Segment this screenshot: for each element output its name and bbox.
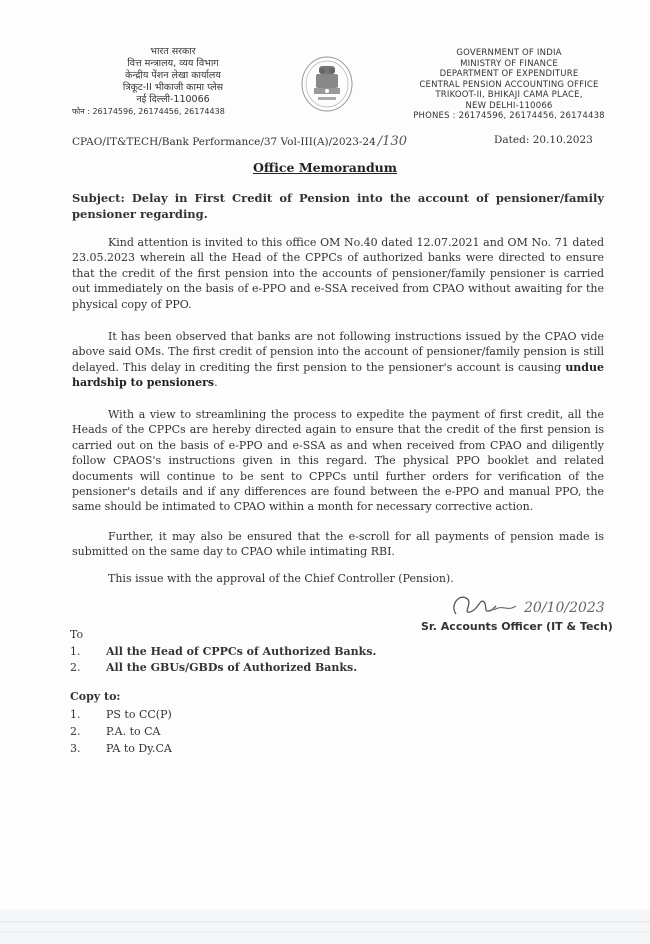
subject-line: Subject: Delay in First Credit of Pension into the account of pensioner/family pensioner regarding. [72, 191, 604, 221]
english-line: DEPARTMENT OF EXPENDITURE [439, 69, 579, 79]
copy-to-label: Copy to: [70, 690, 121, 703]
english-line: MINISTRY OF FINANCE [460, 58, 558, 69]
list-number: 3. [70, 742, 81, 755]
hindi-line: वित्त मन्त्रालय, व्यय विभाग [127, 58, 219, 69]
paragraph-4: Further, it may also be ensured that the e-scroll for all payments of pension made is submitted on the same day to CPAO while intimating RBI. [72, 530, 604, 559]
list-text: All the Head of CPPCs of Authorized Banks. [106, 645, 377, 658]
english-line: NEW DELHI-110066 [465, 100, 553, 111]
english-line: GOVERNMENT OF INDIA [456, 48, 562, 58]
hindi-letterhead [72, 46, 268, 118]
list-item [70, 660, 376, 676]
english-line: CENTRAL PENSION ACCOUNTING OFFICE [419, 79, 599, 90]
page-title: Office Memorandum [253, 160, 397, 175]
list-number: 1. [70, 645, 81, 658]
english-line: TRIKOOT-II, BHIKAJI CAMA PLACE, [435, 90, 583, 100]
list-text: All the GBUs/GBDs of Authorized Banks. [106, 661, 358, 674]
paragraph-2-emphasis: undue hardship to pensioners [72, 360, 604, 390]
reference-text: CPAO/IT&TECH/Bank Performance/37 Vol-III(A)/2023-24 [72, 136, 376, 148]
list-item [70, 740, 172, 757]
list-item [70, 644, 376, 660]
list-text: PS to CC(P) [106, 708, 172, 721]
paragraph-1: Kind attention is invited to this office OM No.40 dated 12.07.2021 and OM No. 71 dated 23.05.2023 wherein all the Head of the CPPCs of authorized banks were directed to ensure that the credit of the first pension into the accounts of pensioner/family pensioner is carried out immediately on the basis of e-PPO and e-SSA received from CPAO without awaiting for the physical copy of PPO. [72, 236, 604, 311]
paragraph-3: With a view to streamlining the process to expedite the payment of first credit, all the Heads of the CPPCs are hereby directed again to ensure that the credit of the first pension is carried out on the basis of e-PPO and e-SSA as and when received from CPAO and diligently follow CPAOS's instructions given in this regard. The physical PPO booklet and related documents will continue to be sent to CPPCs until further orders for verification of the pensioner's details and if any differences are found between the e-PPO and manual PPO, the same should be intimated to CPAO within a month for necessary corrective action. [72, 408, 604, 514]
hindi-phones: फोन : 26174596, 26174456, 26174438 [72, 107, 225, 116]
reference-number [72, 134, 407, 149]
national-emblem-icon [299, 54, 355, 114]
handwritten-suffix: /130 [377, 134, 407, 149]
memo-date: Dated: 20.10.2023 [494, 134, 593, 146]
signatory-designation: Sr. Accounts Officer (IT & Tech) [421, 620, 613, 633]
hindi-line: त्रिकूट-II भीकाजी कामा प्लेस [122, 82, 224, 93]
list-number: 1. [70, 708, 81, 721]
recipient-list [70, 644, 376, 676]
paragraph-2-end: . [214, 376, 218, 390]
copy-to-list [70, 706, 172, 757]
list-number: 2. [70, 725, 81, 738]
list-text: P.A. to CA [106, 725, 161, 738]
paragraph-2 [72, 329, 604, 391]
to-label: To [70, 628, 84, 641]
english-letterhead [384, 48, 634, 122]
signature-date: 20/10/2023 [524, 600, 605, 616]
list-item [70, 706, 172, 723]
paragraph-5: This issue with the approval of the Chief Controller (Pension). [108, 572, 454, 585]
list-text: PA to Dy.CA [106, 742, 172, 755]
paragraph-2-text: It has been observed that banks are not following instructions issued by the CPAO vide above said OMs. The first credit of pension into the account of pensioner/family pension is still delayed. This delay in crediting the first pension to the pensioner's account is causing [72, 330, 604, 374]
hindi-line: नई दिल्ली-110066 [136, 94, 210, 105]
list-number: 2. [70, 661, 81, 674]
hindi-line: भारत सरकार [150, 46, 196, 57]
english-phones: PHONES : 26174596, 26174456, 26174438 [413, 111, 605, 121]
hindi-line: केन्द्रीय पेंशन लेखा कार्यालय [125, 70, 221, 81]
list-item [70, 723, 172, 740]
handwritten-signature [436, 588, 606, 624]
scan-noise-strip [0, 910, 650, 944]
